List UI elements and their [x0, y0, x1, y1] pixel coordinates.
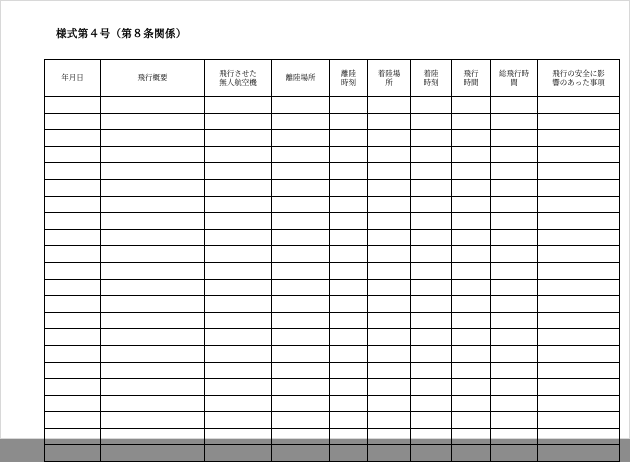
table-row: [45, 296, 620, 313]
table-cell[interactable]: [491, 379, 538, 396]
flight-log-table-container: [44, 59, 605, 462]
column-header-landing-location: 着陸場 所: [368, 60, 411, 97]
table-cell[interactable]: [330, 345, 368, 362]
table-row: [45, 428, 620, 445]
table-cell[interactable]: [205, 146, 272, 163]
table-cell[interactable]: [205, 279, 272, 296]
table-cell[interactable]: [368, 146, 411, 163]
table-cell[interactable]: [272, 229, 330, 246]
table-cell[interactable]: [452, 312, 491, 329]
table-cell[interactable]: [205, 163, 272, 180]
table-cell[interactable]: [538, 246, 620, 263]
column-header-takeoff-location: 離陸場所: [272, 60, 330, 97]
table-header: [45, 60, 620, 97]
table-cell[interactable]: [491, 146, 538, 163]
table-cell[interactable]: [330, 113, 368, 130]
table-row: [45, 146, 620, 163]
table-cell[interactable]: [538, 229, 620, 246]
table-cell[interactable]: [411, 329, 452, 346]
table-row: [45, 345, 620, 362]
table-cell[interactable]: [330, 146, 368, 163]
column-header-total-flight-time: 総飛行時 間: [491, 60, 538, 97]
table-cell[interactable]: [45, 179, 101, 196]
table-cell[interactable]: [101, 279, 205, 296]
table-row: [45, 113, 620, 130]
table-cell[interactable]: [272, 428, 330, 445]
table-cell[interactable]: [205, 296, 272, 313]
table-cell[interactable]: [368, 130, 411, 147]
table-cell[interactable]: [101, 296, 205, 313]
table-cell[interactable]: [538, 312, 620, 329]
table-cell[interactable]: [452, 329, 491, 346]
table-cell[interactable]: [45, 445, 101, 462]
table-cell[interactable]: [205, 312, 272, 329]
table-cell[interactable]: [538, 113, 620, 130]
table-cell[interactable]: [368, 179, 411, 196]
table-cell[interactable]: [45, 130, 101, 147]
table-cell[interactable]: [45, 312, 101, 329]
table-cell[interactable]: [272, 412, 330, 429]
table-cell[interactable]: [101, 329, 205, 346]
table-cell[interactable]: [272, 329, 330, 346]
table-cell[interactable]: [411, 395, 452, 412]
table-cell[interactable]: [272, 179, 330, 196]
table-cell[interactable]: [452, 445, 491, 462]
table-cell[interactable]: [205, 262, 272, 279]
table-cell[interactable]: [538, 379, 620, 396]
column-header-landing-time: 着陸 時刻: [411, 60, 452, 97]
table-cell[interactable]: [452, 379, 491, 396]
table-cell[interactable]: [452, 262, 491, 279]
table-cell[interactable]: [272, 213, 330, 230]
table-row: [45, 179, 620, 196]
table-cell[interactable]: [330, 379, 368, 396]
table-cell[interactable]: [101, 428, 205, 445]
table-cell[interactable]: [330, 362, 368, 379]
table-cell[interactable]: [538, 97, 620, 114]
table-cell[interactable]: [538, 213, 620, 230]
table-cell[interactable]: [452, 113, 491, 130]
table-cell[interactable]: [101, 362, 205, 379]
table-cell[interactable]: [368, 329, 411, 346]
table-cell[interactable]: [101, 412, 205, 429]
table-cell[interactable]: [45, 146, 101, 163]
table-cell[interactable]: [205, 246, 272, 263]
table-cell[interactable]: [272, 262, 330, 279]
table-cell[interactable]: [330, 312, 368, 329]
table-cell[interactable]: [45, 262, 101, 279]
table-cell[interactable]: [45, 246, 101, 263]
table-row: [45, 97, 620, 114]
table-cell[interactable]: [45, 428, 101, 445]
table-cell[interactable]: [491, 395, 538, 412]
column-header-aircraft: 飛行させた 無人航空機: [205, 60, 272, 97]
table-cell[interactable]: [368, 362, 411, 379]
table-cell[interactable]: [272, 279, 330, 296]
table-cell[interactable]: [330, 445, 368, 462]
table-row: [45, 362, 620, 379]
table-cell[interactable]: [101, 246, 205, 263]
table-cell[interactable]: [101, 97, 205, 114]
table-row: [45, 412, 620, 429]
table-row: [45, 163, 620, 180]
table-cell[interactable]: [272, 296, 330, 313]
table-cell[interactable]: [330, 163, 368, 180]
table-cell[interactable]: [330, 262, 368, 279]
table-cell[interactable]: [452, 395, 491, 412]
table-cell[interactable]: [452, 229, 491, 246]
table-cell[interactable]: [538, 428, 620, 445]
table-cell[interactable]: [452, 296, 491, 313]
table-cell[interactable]: [205, 395, 272, 412]
table-cell[interactable]: [272, 130, 330, 147]
table-cell[interactable]: [101, 146, 205, 163]
table-cell[interactable]: [205, 196, 272, 213]
table-cell[interactable]: [411, 97, 452, 114]
table-cell[interactable]: [205, 113, 272, 130]
table-cell[interactable]: [272, 345, 330, 362]
table-cell[interactable]: [538, 262, 620, 279]
table-cell[interactable]: [45, 379, 101, 396]
table-cell[interactable]: [330, 296, 368, 313]
table-cell[interactable]: [205, 213, 272, 230]
table-cell[interactable]: [272, 163, 330, 180]
table-cell[interactable]: [368, 163, 411, 180]
table-cell[interactable]: [491, 163, 538, 180]
table-cell[interactable]: [452, 345, 491, 362]
table-cell[interactable]: [205, 345, 272, 362]
table-cell[interactable]: [368, 113, 411, 130]
table-cell[interactable]: [45, 329, 101, 346]
table-row: [45, 329, 620, 346]
table-cell[interactable]: [101, 213, 205, 230]
table-cell[interactable]: [205, 445, 272, 462]
table-cell[interactable]: [491, 229, 538, 246]
table-cell[interactable]: [452, 279, 491, 296]
table-cell[interactable]: [272, 445, 330, 462]
table-cell[interactable]: [205, 97, 272, 114]
table-cell[interactable]: [45, 362, 101, 379]
table-cell[interactable]: [45, 113, 101, 130]
table-cell[interactable]: [491, 428, 538, 445]
table-cell[interactable]: [452, 130, 491, 147]
table-cell[interactable]: [538, 395, 620, 412]
table-cell[interactable]: [411, 196, 452, 213]
table-cell[interactable]: [538, 296, 620, 313]
table-cell[interactable]: [101, 130, 205, 147]
table-cell[interactable]: [368, 296, 411, 313]
table-cell[interactable]: [205, 428, 272, 445]
table-cell[interactable]: [368, 246, 411, 263]
table-cell[interactable]: [45, 395, 101, 412]
table-cell[interactable]: [368, 279, 411, 296]
table-cell[interactable]: [452, 428, 491, 445]
table-cell[interactable]: [491, 445, 538, 462]
table-cell[interactable]: [272, 362, 330, 379]
table-cell[interactable]: [452, 213, 491, 230]
table-cell[interactable]: [411, 262, 452, 279]
table-cell[interactable]: [205, 362, 272, 379]
table-cell[interactable]: [411, 412, 452, 429]
column-header-takeoff-time: 離陸 時刻: [330, 60, 368, 97]
table-cell[interactable]: [411, 296, 452, 313]
table-cell[interactable]: [45, 412, 101, 429]
column-header-date: 年月日: [45, 60, 101, 97]
table-cell[interactable]: [330, 395, 368, 412]
table-row: [45, 379, 620, 396]
table-cell[interactable]: [330, 428, 368, 445]
table-cell[interactable]: [368, 262, 411, 279]
table-cell[interactable]: [411, 345, 452, 362]
table-cell[interactable]: [368, 412, 411, 429]
table-cell[interactable]: [411, 428, 452, 445]
table-cell[interactable]: [101, 262, 205, 279]
table-cell[interactable]: [368, 196, 411, 213]
table-cell[interactable]: [205, 379, 272, 396]
table-cell[interactable]: [45, 163, 101, 180]
table-cell[interactable]: [411, 279, 452, 296]
table-cell[interactable]: [538, 362, 620, 379]
table-cell[interactable]: [538, 412, 620, 429]
table-cell[interactable]: [45, 196, 101, 213]
table-cell[interactable]: [368, 97, 411, 114]
table-cell[interactable]: [330, 196, 368, 213]
table-cell[interactable]: [411, 130, 452, 147]
table-cell[interactable]: [411, 379, 452, 396]
table-cell[interactable]: [272, 312, 330, 329]
table-cell[interactable]: [45, 296, 101, 313]
table-cell[interactable]: [411, 229, 452, 246]
table-cell[interactable]: [368, 379, 411, 396]
table-cell[interactable]: [452, 362, 491, 379]
table-cell[interactable]: [205, 412, 272, 429]
table-cell[interactable]: [411, 213, 452, 230]
table-cell[interactable]: [491, 296, 538, 313]
table-cell[interactable]: [538, 329, 620, 346]
table-cell[interactable]: [368, 213, 411, 230]
table-cell[interactable]: [272, 379, 330, 396]
table-cell[interactable]: [272, 97, 330, 114]
table-cell[interactable]: [45, 213, 101, 230]
table-header-row: [45, 60, 620, 97]
table-cell[interactable]: [411, 179, 452, 196]
table-cell[interactable]: [411, 113, 452, 130]
table-cell[interactable]: [411, 362, 452, 379]
table-cell[interactable]: [538, 345, 620, 362]
table-cell[interactable]: [330, 97, 368, 114]
table-cell[interactable]: [368, 445, 411, 462]
table-cell[interactable]: [411, 445, 452, 462]
table-cell[interactable]: [491, 196, 538, 213]
table-row: [45, 312, 620, 329]
column-header-safety-incidents: 飛行の安全に影 響のあった事項: [538, 60, 620, 97]
table-cell[interactable]: [452, 412, 491, 429]
table-cell[interactable]: [491, 412, 538, 429]
table-cell[interactable]: [452, 179, 491, 196]
table-cell[interactable]: [45, 345, 101, 362]
table-cell[interactable]: [538, 179, 620, 196]
table-cell[interactable]: [368, 229, 411, 246]
table-cell[interactable]: [205, 130, 272, 147]
table-cell[interactable]: [330, 412, 368, 429]
table-cell[interactable]: [452, 163, 491, 180]
table-row: [45, 196, 620, 213]
table-cell[interactable]: [330, 229, 368, 246]
table-cell[interactable]: [272, 196, 330, 213]
table-cell[interactable]: [452, 246, 491, 263]
table-cell[interactable]: [45, 229, 101, 246]
table-cell[interactable]: [272, 395, 330, 412]
table-cell[interactable]: [368, 395, 411, 412]
table-cell[interactable]: [330, 179, 368, 196]
table-cell[interactable]: [368, 428, 411, 445]
table-cell[interactable]: [205, 329, 272, 346]
table-cell[interactable]: [101, 345, 205, 362]
table-cell[interactable]: [491, 279, 538, 296]
table-row: [45, 229, 620, 246]
table-cell[interactable]: [491, 362, 538, 379]
table-cell[interactable]: [538, 130, 620, 147]
table-cell[interactable]: [538, 445, 620, 462]
table-cell[interactable]: [452, 196, 491, 213]
table-cell[interactable]: [538, 146, 620, 163]
table-cell[interactable]: [330, 329, 368, 346]
table-cell[interactable]: [272, 113, 330, 130]
table-cell[interactable]: [205, 229, 272, 246]
table-row: [45, 213, 620, 230]
table-cell[interactable]: [491, 97, 538, 114]
table-cell[interactable]: [491, 130, 538, 147]
table-cell[interactable]: [272, 246, 330, 263]
table-cell[interactable]: [452, 97, 491, 114]
table-row: [45, 130, 620, 147]
table-cell[interactable]: [368, 312, 411, 329]
table-body: [45, 97, 620, 462]
table-cell[interactable]: [101, 163, 205, 180]
table-cell[interactable]: [101, 196, 205, 213]
table-cell[interactable]: [491, 213, 538, 230]
table-cell[interactable]: [101, 312, 205, 329]
table-cell[interactable]: [272, 146, 330, 163]
table-cell[interactable]: [101, 445, 205, 462]
column-header-flight-duration: 飛行 時間: [452, 60, 491, 97]
table-cell[interactable]: [45, 279, 101, 296]
table-cell[interactable]: [101, 395, 205, 412]
table-cell[interactable]: [101, 229, 205, 246]
flight-log-table: [44, 59, 620, 462]
table-cell[interactable]: [491, 179, 538, 196]
table-cell[interactable]: [491, 262, 538, 279]
table-row: [45, 262, 620, 279]
table-cell[interactable]: [538, 279, 620, 296]
table-cell[interactable]: [538, 163, 620, 180]
table-cell[interactable]: [491, 329, 538, 346]
table-cell[interactable]: [330, 246, 368, 263]
page-title: 様式第４号（第８条関係）: [56, 29, 187, 40]
table-row: [45, 445, 620, 462]
table-cell[interactable]: [411, 312, 452, 329]
table-cell[interactable]: [101, 379, 205, 396]
column-header-flight-summary: 飛行概要: [101, 60, 205, 97]
table-row: [45, 246, 620, 263]
table-cell[interactable]: [411, 163, 452, 180]
table-cell[interactable]: [101, 179, 205, 196]
table-cell[interactable]: [411, 146, 452, 163]
table-row: [45, 395, 620, 412]
table-cell[interactable]: [491, 113, 538, 130]
table-cell[interactable]: [330, 130, 368, 147]
table-cell[interactable]: [491, 246, 538, 263]
table-cell[interactable]: [368, 345, 411, 362]
table-cell[interactable]: [45, 97, 101, 114]
table-cell[interactable]: [538, 196, 620, 213]
table-cell[interactable]: [452, 146, 491, 163]
table-cell[interactable]: [330, 213, 368, 230]
table-cell[interactable]: [101, 113, 205, 130]
table-cell[interactable]: [491, 312, 538, 329]
table-row: [45, 279, 620, 296]
table-cell[interactable]: [330, 279, 368, 296]
table-cell[interactable]: [411, 246, 452, 263]
table-cell[interactable]: [205, 179, 272, 196]
table-cell[interactable]: [491, 345, 538, 362]
